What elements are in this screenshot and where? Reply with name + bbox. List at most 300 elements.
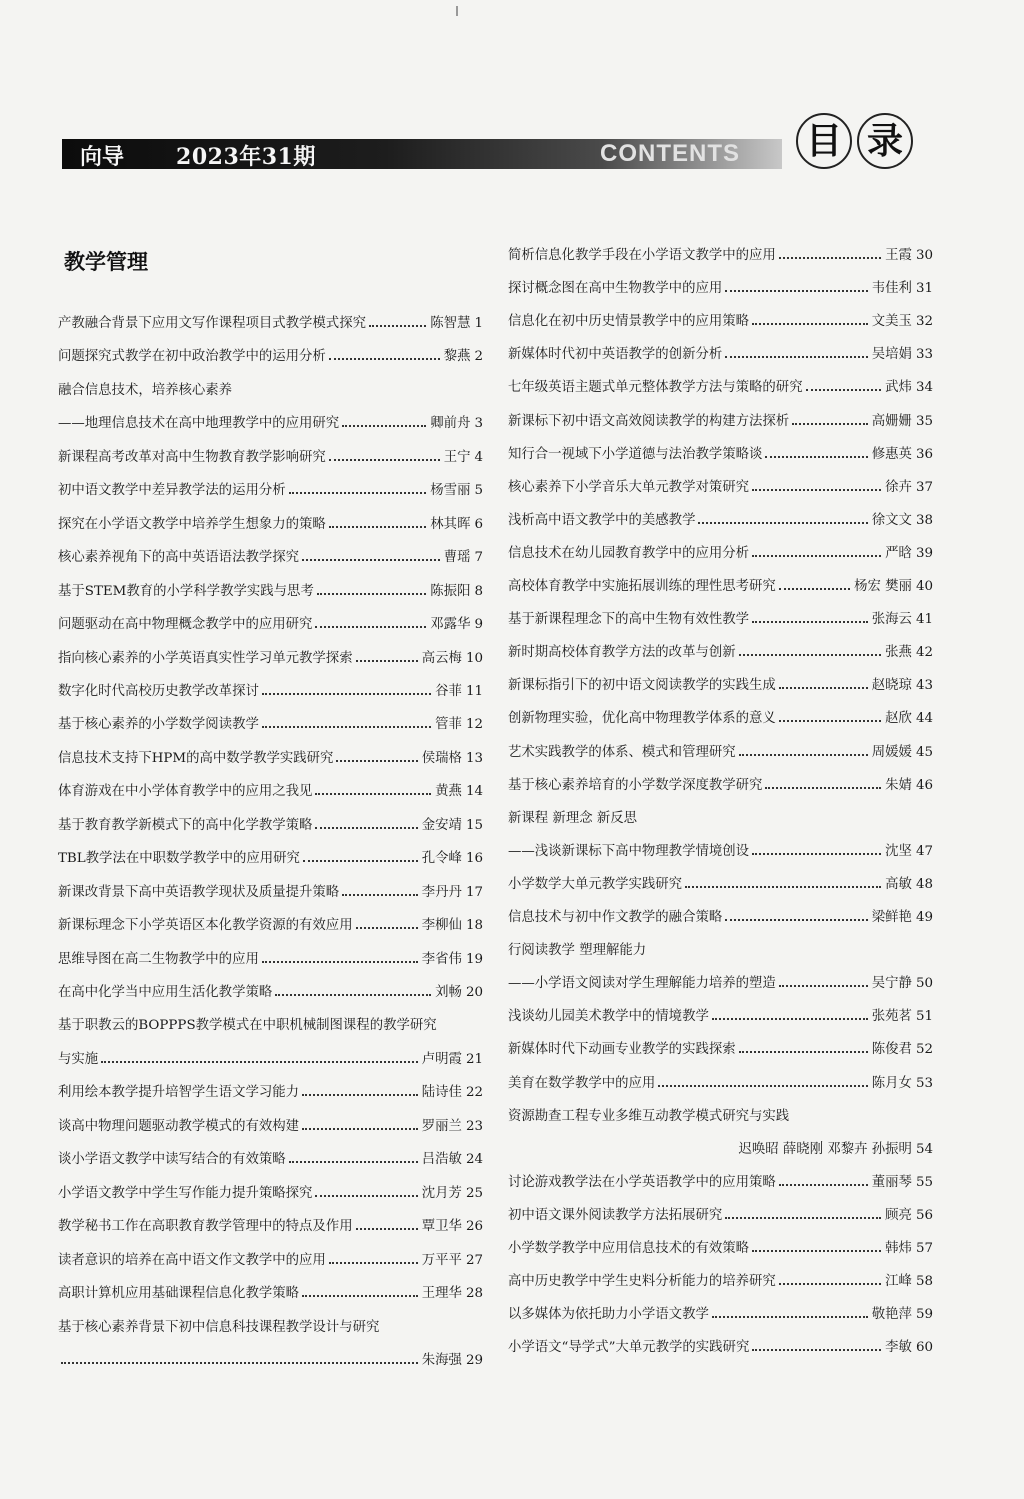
entry-author: 杨宏 樊丽 (854, 579, 912, 594)
entry-page-number: 59 (915, 1307, 933, 1323)
entry-title: 浅析高中语文教学中的美感教学 (508, 512, 696, 528)
entry-page-number: 30 (915, 248, 933, 263)
entry-title: 问题探究式教学在初中政治教学中的运用分析 (58, 349, 326, 365)
entry-page-number: 49 (915, 910, 933, 925)
entry-title: 艺术实践教学的体系、模式和管理研究 (508, 744, 736, 760)
toc-entry (508, 672, 933, 694)
dot-leader (329, 358, 440, 360)
entry-author: 刘畅 (435, 985, 462, 1000)
entry-author: 金安靖 (421, 817, 462, 833)
toc-entry (508, 1036, 933, 1058)
lu-circle-heading: 录 (857, 113, 913, 169)
entry-title: 谈小学语文教学中读写结合的有效策略 (58, 1152, 286, 1168)
toc-entry (508, 1136, 933, 1158)
dot-leader (765, 787, 881, 789)
entry-author: 张海云 (871, 612, 912, 628)
entry-title: 基于新课程理念下的高中生物有效性教学 (508, 612, 750, 628)
toc-entry (58, 511, 483, 533)
entry-page-number: 55 (915, 1174, 933, 1190)
toc-entry (508, 871, 933, 893)
toc-entry (508, 474, 933, 496)
entry-title: 高校体育教学中实施拓展训练的理性思考研究 (508, 579, 776, 594)
toc-entry (58, 1046, 483, 1068)
entry-author: 陈月女 (871, 1075, 912, 1091)
dot-leader (329, 1262, 418, 1264)
entry-author: 管菲 (435, 717, 462, 733)
dot-leader (356, 1228, 418, 1230)
dot-leader (752, 1349, 881, 1351)
entry-author: 周媛媛 (871, 744, 912, 760)
entry-title: 新时期高校体育教学方法的改革与创新 (508, 645, 736, 661)
toc-entry (508, 1103, 933, 1125)
toc-entry (58, 711, 483, 733)
dot-leader (262, 961, 418, 963)
toc-entry (508, 341, 933, 363)
toc-entry (508, 1268, 933, 1290)
toc-entry (58, 1213, 483, 1235)
entry-author: 董丽琴 (871, 1174, 912, 1190)
entry-author: 王理华 (421, 1286, 462, 1302)
toc-entry (58, 845, 483, 867)
entry-page-number: 31 (915, 281, 933, 297)
entry-title: 小学数学教学中应用信息技术的有效策略 (508, 1241, 750, 1256)
entry-author: 沈坚 (885, 843, 912, 859)
entry-page-number: 53 (915, 1075, 933, 1091)
dot-leader (262, 726, 431, 728)
dot-leader (329, 526, 426, 528)
toc-entry (58, 946, 483, 968)
entry-title: TBL教学法在中职数学教学中的应用研究 (58, 851, 300, 867)
dot-leader (356, 927, 418, 929)
entry-page-number: 2 (474, 349, 483, 365)
entry-page-number: 36 (915, 446, 933, 462)
entry-title: 初中语文课外阅读教学方法拓展研究 (508, 1207, 723, 1223)
entry-title: 讨论游戏教学法在小学英语教学中的应用策略 (508, 1174, 776, 1190)
entry-page-number: 4 (474, 449, 483, 465)
toc-entry (508, 441, 933, 463)
entry-author: 顾亮 (885, 1207, 912, 1223)
dot-leader (752, 621, 868, 623)
entry-page-number: 20 (465, 985, 483, 1000)
dot-leader (369, 325, 426, 327)
toc-entry (58, 1113, 483, 1135)
issue-number: 2023年31期 (176, 143, 316, 170)
entry-title: 基于教育教学新模式下的高中化学教学策略 (58, 817, 313, 833)
entry-page-number: 32 (915, 314, 933, 330)
toc-entry (508, 573, 933, 595)
entry-author: 李省伟 (421, 951, 462, 967)
dot-leader (336, 760, 417, 762)
toc-entry (508, 374, 933, 396)
toc-entry (508, 507, 933, 529)
entry-author: 卢明霞 (421, 1051, 462, 1067)
entry-author: 黄燕 (435, 784, 462, 800)
entry-title: 小学数学大单元教学实践研究 (508, 876, 683, 892)
contents-word: CONTENTS (600, 140, 740, 167)
entry-page-number: 34 (915, 380, 933, 396)
entry-page-number: 13 (465, 750, 483, 766)
toc-entry (58, 1347, 483, 1369)
entry-author: 孔令峰 (421, 851, 462, 867)
toc-entry (508, 937, 933, 959)
entry-author: 武炜 (885, 380, 912, 396)
entry-title: 思维导图在高二生物教学中的应用 (58, 951, 259, 967)
entry-page-number: 47 (915, 843, 933, 859)
entry-title: 信息化在初中历史情景教学中的应用策略 (508, 314, 750, 330)
dot-leader (275, 994, 431, 996)
entry-page-number: 52 (915, 1042, 933, 1058)
entry-page-number: 21 (465, 1051, 483, 1067)
entry-author: 覃卫华 (421, 1219, 462, 1235)
entry-title: 核心素养视角下的高中英语语法教学探究 (58, 550, 300, 566)
toc-entry (58, 912, 483, 934)
entry-page-number: 35 (915, 413, 933, 429)
entry-title: 基于STEM教育的小学科学教学实践与思考 (58, 583, 314, 599)
entry-page-number: 50 (915, 976, 933, 992)
dot-leader (329, 459, 440, 461)
toc-entry (58, 1280, 483, 1302)
entry-author: 韩炜 (885, 1241, 912, 1256)
entry-author: 卿前舟 (430, 416, 471, 432)
toc-entry (508, 308, 933, 330)
entry-title: 高职计算机应用基础课程信息化教学策略 (58, 1286, 300, 1302)
scan-mark (456, 6, 458, 16)
entry-title: 基于核心素养的小学数学阅读教学 (58, 717, 259, 733)
toc-entry (508, 1003, 933, 1025)
toc-entry (58, 1247, 483, 1269)
entry-page-number: 48 (915, 876, 933, 892)
entry-author: 邓露华 (430, 617, 471, 633)
entry-title: 新课程 新理念 新反思 (508, 810, 638, 826)
toc-entry (508, 904, 933, 926)
dot-leader (752, 1250, 881, 1252)
entry-author: 万平平 (421, 1252, 462, 1268)
entry-title: 产教融合背景下应用文写作课程项目式教学模式探究 (58, 316, 366, 331)
entry-author: 陈智慧 (430, 316, 471, 331)
entry-title: 简析信息化教学手段在小学语文教学中的应用 (508, 248, 776, 263)
entry-author: 李丹丹 (421, 884, 462, 900)
entry-title: 新媒体时代初中英语教学的创新分析 (508, 347, 723, 363)
toc-entry (58, 879, 483, 901)
entry-author: 吴宁静 (871, 976, 912, 992)
entry-title: 指向核心素养的小学英语真实性学习单元教学探索 (58, 650, 353, 666)
dot-leader (779, 687, 868, 689)
toc-entry (58, 578, 483, 600)
dot-leader (792, 423, 868, 425)
entry-title: 创新物理实验，优化高中物理教学体系的意义 (508, 711, 776, 727)
toc-entry (58, 377, 483, 399)
entry-author: 王霞 (885, 248, 912, 263)
toc-entry (508, 1202, 933, 1224)
toc-entry (508, 739, 933, 761)
entry-title: 以多媒体为依托助力小学语文教学 (508, 1307, 709, 1323)
header-left (80, 141, 316, 169)
entry-title: 信息技术在幼儿园教育教学中的应用分析 (508, 545, 750, 561)
dot-leader (725, 290, 868, 292)
entry-author: 敬艳萍 (871, 1307, 912, 1323)
entry-page-number: 56 (915, 1207, 933, 1223)
entry-title: 读者意识的培养在高中语文作文教学中的应用 (58, 1252, 326, 1268)
toc-entry (508, 970, 933, 992)
toc-entry (508, 1235, 933, 1257)
entry-author: 严晗 (885, 545, 912, 561)
entry-page-number: 17 (465, 884, 483, 900)
dot-leader (779, 588, 850, 590)
entry-author: 徐文文 (871, 512, 912, 528)
entry-page-number: 12 (465, 717, 483, 733)
dot-leader (685, 886, 881, 888)
header-label: 向导 (80, 143, 125, 170)
entry-title: 问题驱动在高中物理概念教学中的应用研究 (58, 617, 313, 633)
entry-page-number: 23 (465, 1118, 483, 1134)
entry-title: 谈高中物理问题驱动教学模式的有效构建 (58, 1118, 300, 1134)
dot-leader (302, 559, 440, 561)
dot-leader (262, 693, 431, 695)
entry-page-number: 41 (915, 612, 933, 628)
dot-leader (739, 1051, 868, 1053)
toc-entry (58, 1314, 483, 1336)
entry-author: 文美玉 (871, 314, 912, 330)
dot-leader (725, 356, 868, 358)
entry-author: 吴培娟 (871, 347, 912, 363)
dot-leader (739, 654, 882, 656)
entry-title: 初中语文教学中差异教学法的运用分析 (58, 483, 286, 499)
dot-leader (779, 1283, 881, 1285)
entry-author: 迟唤昭 薛晓刚 邓黎卉 孙振明 (738, 1141, 912, 1157)
dot-leader (658, 1085, 867, 1087)
toc-entry (58, 812, 483, 834)
section-title: 教学管理 (64, 250, 148, 274)
entry-author: 陈振阳 (430, 583, 471, 599)
entry-page-number: 29 (465, 1352, 483, 1368)
entry-title: 新课标理念下小学英语区本化教学资源的有效应用 (58, 918, 353, 934)
entry-author: 陆诗佳 (421, 1085, 462, 1101)
dot-leader (698, 522, 867, 524)
entry-page-number: 18 (465, 918, 483, 934)
entry-page-number: 44 (915, 711, 933, 727)
dot-leader (289, 1161, 418, 1163)
dot-leader (315, 1195, 417, 1197)
entry-author: 赵欣 (885, 711, 912, 727)
entry-title: 行阅读教学 塑理解能力 (508, 943, 647, 959)
dot-leader (712, 1316, 868, 1318)
dot-leader (302, 1295, 418, 1297)
toc-entry (508, 639, 933, 661)
toc-entry (58, 611, 483, 633)
dot-leader (725, 1217, 881, 1219)
toc-entry (58, 1079, 483, 1101)
dot-leader (342, 894, 418, 896)
toc-entry (508, 1301, 933, 1323)
dot-leader (765, 456, 867, 458)
dot-leader (779, 257, 881, 259)
entry-title: 信息技术支持下HPM的高中数学教学实践研究 (58, 750, 334, 766)
entry-page-number: 42 (915, 645, 933, 661)
entry-page-number: 1 (474, 316, 483, 331)
entry-author: 张燕 (885, 645, 912, 661)
entry-title: 新媒体时代下动画专业教学的实践探索 (508, 1042, 736, 1058)
entry-author: 高敏 (885, 876, 912, 892)
entry-title: 核心素养下小学音乐大单元教学对策研究 (508, 479, 750, 495)
dot-leader (712, 1018, 868, 1020)
entry-title: 新课标下初中语文高效阅读教学的构建方法探析 (508, 413, 790, 429)
entry-title: 美育在数学教学中的应用 (508, 1075, 656, 1091)
entry-page-number: 8 (474, 583, 483, 599)
entry-page-number: 16 (465, 851, 483, 867)
toc-entry (508, 1070, 933, 1092)
entry-page-number: 37 (915, 479, 933, 495)
entry-page-number: 10 (465, 650, 483, 666)
dot-leader (752, 555, 881, 557)
entry-page-number: 24 (465, 1152, 483, 1168)
entry-author: 谷菲 (435, 683, 462, 699)
entry-author: 曹瑶 (443, 550, 471, 566)
dot-leader (779, 720, 881, 722)
entry-page-number: 33 (915, 347, 933, 363)
toc-entry (58, 645, 483, 667)
entry-title: 小学语文“导学式”大单元教学的实践研究 (508, 1340, 750, 1356)
entry-page-number: 43 (915, 678, 933, 694)
entry-author: 陈俊君 (871, 1042, 912, 1058)
entry-author: 罗丽兰 (421, 1118, 462, 1134)
dot-leader (317, 593, 426, 595)
entry-author: 张苑茗 (871, 1009, 912, 1025)
toc-entry (58, 544, 483, 566)
toc-entry (508, 242, 933, 264)
entry-title: 基于核心素养培育的小学数学深度教学研究 (508, 777, 763, 793)
toc-entry (58, 778, 483, 800)
toc-entry (58, 310, 483, 332)
entry-title: 信息技术与初中作文教学的融合策略 (508, 910, 723, 925)
entry-author: 李柳仙 (421, 918, 462, 934)
entry-title: 利用绘本教学提升培智学生语文学习能力 (58, 1085, 300, 1101)
entry-author: 朱婧 (885, 777, 912, 793)
toc-entry (58, 678, 483, 700)
entry-page-number: 60 (915, 1340, 933, 1356)
entry-author: 侯瑞格 (421, 750, 462, 766)
toc-entry (58, 444, 483, 466)
dot-leader (752, 489, 881, 491)
entry-page-number: 26 (465, 1219, 483, 1235)
entry-page-number: 46 (915, 777, 933, 793)
entry-author: 朱海强 (421, 1352, 462, 1368)
dot-leader (739, 754, 868, 756)
toc-entry (508, 408, 933, 430)
toc-entry (508, 1169, 933, 1191)
toc-entry (508, 540, 933, 562)
entry-title: 新课程高考改革对高中生物教育教学影响研究 (58, 449, 326, 465)
toc-entry (58, 1146, 483, 1168)
dot-leader (779, 985, 868, 987)
toc-entry (58, 745, 483, 767)
entry-page-number: 57 (915, 1241, 933, 1256)
toc-entry (508, 705, 933, 727)
entry-page-number: 14 (465, 784, 483, 800)
toc-entry (58, 979, 483, 1001)
dot-leader (289, 492, 427, 494)
entry-author: 韦佳利 (871, 281, 912, 297)
mu-circle-heading: 目 (796, 113, 852, 169)
entry-author: 沈月芳 (421, 1185, 462, 1201)
entry-author: 林其晖 (430, 516, 471, 532)
dot-leader (303, 860, 418, 862)
dot-leader (315, 793, 431, 795)
toc-entry (58, 1180, 483, 1202)
entry-title: 体育游戏在中小学体育教学中的应用之我见 (58, 784, 313, 800)
toc-entry (508, 805, 933, 827)
entry-title: 教学秘书工作在高职教育教学管理中的特点及作用 (58, 1219, 353, 1235)
entry-title: 数字化时代高校历史教学改革探讨 (58, 683, 259, 699)
entry-title: 小学语文教学中学生写作能力提升策略探究 (58, 1185, 313, 1201)
entry-author: 杨雪丽 (430, 483, 471, 499)
entry-author: 修惠英 (871, 446, 912, 462)
entry-title: ——地理信息技术在高中地理教学中的应用研究 (58, 416, 340, 432)
dot-leader (806, 389, 882, 391)
dot-leader (101, 1061, 418, 1063)
dot-leader (356, 660, 418, 662)
entry-title: 融合信息技术，培养核心素养 (58, 382, 233, 398)
entry-title: 探究在小学语文教学中培养学生想象力的策略 (58, 516, 326, 532)
entry-page-number: 5 (474, 483, 483, 499)
dot-leader (752, 853, 881, 855)
entry-page-number: 15 (465, 817, 483, 833)
entry-page-number: 11 (465, 683, 483, 699)
entry-author: 李敏 (885, 1340, 912, 1356)
entry-author: 王宁 (443, 449, 471, 465)
entry-title: 知行合一视域下小学道德与法治教学策略谈 (508, 446, 763, 462)
entry-page-number: 38 (915, 512, 933, 528)
toc-entry (58, 343, 483, 365)
entry-page-number: 51 (915, 1009, 933, 1025)
entry-page-number: 25 (465, 1185, 483, 1201)
entry-title: 探讨概念图在高中生物教学中的应用 (508, 281, 723, 297)
entry-title: ——小学语文阅读对学生理解能力培养的塑造 (508, 976, 776, 992)
entry-page-number: 58 (915, 1274, 933, 1290)
entry-title: 资源勘查工程专业多维互动教学模式研究与实践 (508, 1108, 790, 1124)
entry-title: 新课标指引下的初中语文阅读教学的实践生成 (508, 678, 776, 694)
entry-title: ——浅谈新课标下高中物理教学情境创设 (508, 843, 750, 859)
dot-leader (752, 323, 868, 325)
toc-entry (508, 772, 933, 794)
entry-page-number: 22 (465, 1085, 483, 1101)
dot-leader (779, 1184, 868, 1186)
entry-title: 高中历史教学中学生史料分析能力的培养研究 (508, 1274, 776, 1290)
entry-author: 吕浩敏 (421, 1152, 462, 1168)
dot-leader (302, 1094, 418, 1096)
toc-entry (508, 1334, 933, 1356)
toc-entry (508, 606, 933, 628)
entry-page-number: 9 (474, 617, 483, 633)
toc-entry (508, 838, 933, 860)
entry-title: 在高中化学当中应用生活化教学策略 (58, 985, 273, 1000)
entry-author: 黎燕 (443, 349, 471, 365)
dot-leader (302, 1128, 418, 1130)
entry-page-number: 40 (915, 579, 933, 594)
entry-title: 浅谈幼儿园美术教学中的情境教学 (508, 1009, 709, 1025)
entry-title: 与实施 (58, 1051, 99, 1067)
entry-title: 新课改背景下高中英语教学现状及质量提升策略 (58, 884, 340, 900)
entry-author: 高云梅 (421, 650, 462, 666)
entry-author: 赵晓琼 (871, 678, 912, 694)
entry-title: 基于核心素养背景下初中信息科技课程教学设计与研究 (58, 1319, 380, 1335)
entry-page-number: 7 (474, 550, 483, 566)
entry-page-number: 19 (465, 951, 483, 967)
entry-page-number: 28 (465, 1286, 483, 1302)
entry-author: 徐卉 (885, 479, 912, 495)
entry-author: 江峰 (885, 1274, 912, 1290)
toc-entry (58, 477, 483, 499)
entry-title: 基于职教云的BOPPPS教学模式在中职机械制图课程的教学研究 (58, 1018, 437, 1034)
